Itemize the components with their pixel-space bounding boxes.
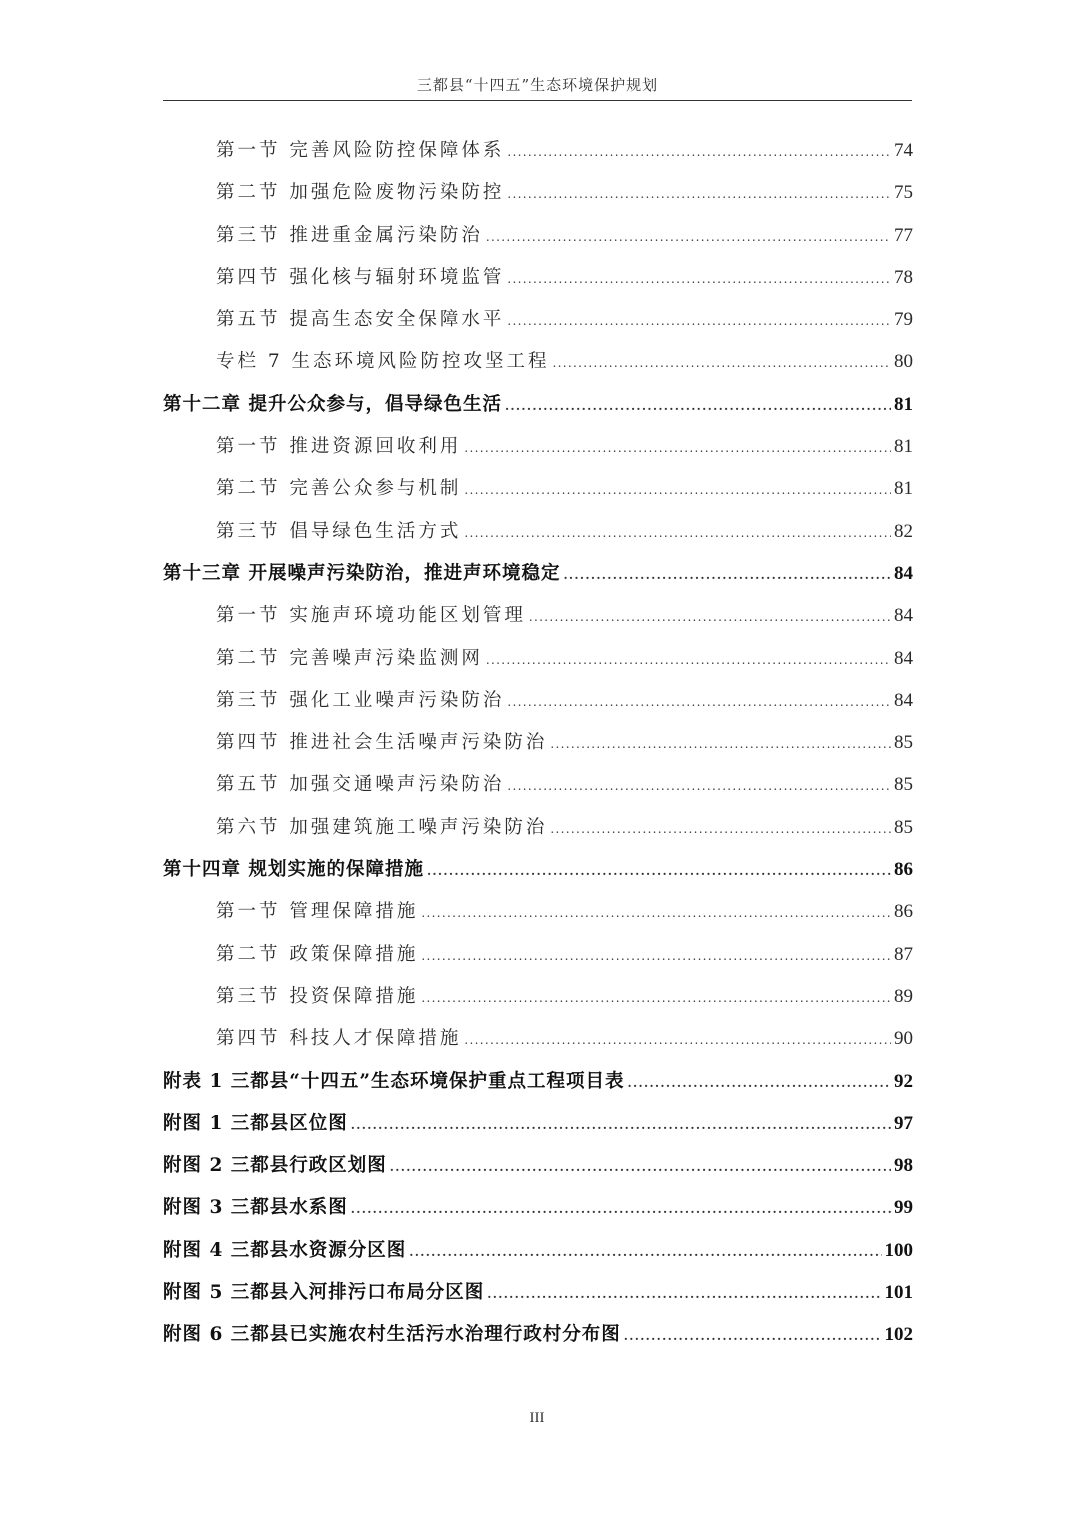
page-number: III	[529, 1410, 545, 1426]
toc-entry-page: 81	[894, 478, 913, 500]
toc-section-entry[interactable]	[163, 341, 913, 383]
toc-section-entry[interactable]	[163, 215, 913, 257]
toc-entry-title: 第一节 管理保障措施	[216, 901, 419, 923]
toc-dot-leader	[550, 723, 891, 765]
toc-dot-leader	[550, 808, 891, 850]
toc-entry-page: 92	[894, 1070, 913, 1092]
toc-chapter-entry[interactable]	[163, 1314, 913, 1356]
toc-entry-title: 附图 4 三都县水资源分区图	[163, 1239, 407, 1261]
page-header	[163, 70, 912, 101]
toc-entry-title: 第二节 政策保障措施	[216, 943, 419, 965]
toc-entry-page: 74	[894, 140, 913, 161]
toc-entry-title: 第五节 加强交通噪声污染防治	[216, 774, 505, 796]
toc-entry-page: 84	[894, 647, 913, 669]
toc-entry-page: 85	[894, 816, 913, 838]
toc-entry-page: 75	[894, 182, 913, 204]
toc-entry-page: 87	[894, 943, 913, 965]
toc-section-entry[interactable]	[163, 257, 913, 299]
toc-dot-leader	[464, 469, 891, 511]
toc-dot-leader	[507, 765, 891, 807]
toc-dot-leader	[487, 1273, 881, 1315]
toc-entry-title: 附图 1 三都县区位图	[163, 1112, 348, 1134]
toc-entry-page: 100	[884, 1239, 913, 1261]
toc-dot-leader	[507, 681, 891, 723]
toc-section-entry[interactable]	[163, 172, 913, 214]
toc-section-entry[interactable]	[163, 468, 913, 510]
toc-chapter-entry[interactable]	[163, 1187, 913, 1229]
toc-dot-leader	[421, 892, 891, 934]
toc-dot-leader	[486, 639, 891, 681]
toc-entry-title: 第六节 加强建筑施工噪声污染防治	[216, 816, 548, 838]
toc-entry-page: 99	[894, 1197, 913, 1219]
toc-section-entry[interactable]	[163, 976, 913, 1018]
toc-dot-leader	[486, 216, 891, 258]
toc-entry-title: 第二节 完善公众参与机制	[216, 478, 462, 500]
toc-dot-leader	[421, 977, 891, 1019]
toc-entry-page: 98	[894, 1155, 913, 1177]
toc-section-entry[interactable]	[163, 722, 913, 764]
toc-entry-page: 86	[894, 859, 913, 881]
table-of-contents	[163, 130, 913, 1357]
toc-dot-leader	[628, 1062, 891, 1104]
toc-chapter-entry[interactable]	[163, 849, 913, 891]
toc-entry-page: 85	[894, 732, 913, 754]
toc-section-entry[interactable]	[163, 426, 913, 468]
toc-chapter-entry[interactable]	[163, 553, 913, 595]
toc-dot-leader	[464, 427, 891, 469]
toc-entry-title: 第三节 投资保障措施	[216, 985, 419, 1007]
toc-section-entry[interactable]	[163, 1018, 913, 1060]
toc-entry-title: 第三节 倡导绿色生活方式	[216, 520, 462, 542]
toc-entry-title: 附图 3 三都县水系图	[163, 1197, 348, 1219]
toc-dot-leader	[464, 1019, 891, 1061]
toc-dot-leader	[563, 554, 891, 596]
toc-dot-leader	[507, 131, 891, 173]
toc-entry-title: 附表 1 三都县“十四五”生态环境保护重点工程项目表	[163, 1070, 625, 1092]
toc-entry-title: 第五节 提高生态安全保障水平	[216, 309, 505, 331]
toc-section-entry[interactable]	[163, 764, 913, 806]
toc-dot-leader	[529, 596, 891, 638]
toc-entry-page: 80	[894, 351, 913, 373]
header-title: 三都县“十四五”生态环境保护规划	[416, 76, 659, 94]
toc-dot-leader	[507, 300, 891, 342]
toc-entry-page: 81	[894, 393, 913, 415]
toc-entry-page: 84	[894, 605, 913, 627]
toc-section-entry[interactable]	[163, 680, 913, 722]
toc-dot-leader	[351, 1188, 891, 1230]
toc-section-entry[interactable]	[163, 891, 913, 933]
toc-chapter-entry[interactable]	[163, 1272, 913, 1314]
toc-dot-leader	[421, 935, 891, 977]
toc-entry-page: 84	[894, 689, 913, 711]
toc-entry-title: 第十四章 规划实施的保障措施	[163, 859, 424, 881]
toc-entry-title: 第十三章 开展噪声污染防治，推进声环境稳定	[163, 562, 561, 584]
toc-dot-leader	[409, 1231, 881, 1273]
toc-dot-leader	[507, 258, 891, 300]
toc-entry-title: 第一节 实施声环境功能区划管理	[216, 605, 526, 627]
toc-section-entry[interactable]	[163, 807, 913, 849]
toc-entry-title: 附图 6 三都县已实施农村生活污水治理行政村分布图	[163, 1324, 621, 1346]
toc-section-entry[interactable]	[163, 638, 913, 680]
toc-entry-page: 101	[884, 1282, 913, 1304]
toc-dot-leader	[505, 385, 891, 427]
toc-entry-page: 77	[894, 224, 913, 246]
toc-entry-title: 第一节 完善风险防控保障体系	[216, 140, 505, 161]
toc-chapter-entry[interactable]	[163, 1061, 913, 1103]
toc-section-entry[interactable]	[163, 595, 913, 637]
toc-entry-page: 84	[894, 562, 913, 584]
toc-entry-page: 82	[894, 520, 913, 542]
toc-section-entry[interactable]	[163, 934, 913, 976]
toc-section-entry[interactable]	[163, 299, 913, 341]
toc-chapter-entry[interactable]	[163, 1103, 913, 1145]
toc-entry-title: 第一节 推进资源回收利用	[216, 436, 462, 458]
toc-entry-title: 第三节 强化工业噪声污染防治	[216, 689, 505, 711]
toc-entry-title: 第三节 推进重金属污染防治	[216, 224, 483, 246]
toc-entry-page: 97	[894, 1112, 913, 1134]
toc-entry-page: 102	[884, 1324, 913, 1346]
toc-entry-title: 专栏 7 生态环境风险防控攻坚工程	[216, 351, 550, 373]
toc-section-entry[interactable]	[163, 130, 913, 172]
toc-entry-title: 附图 5 三都县入河排污口布局分区图	[163, 1282, 485, 1304]
toc-entry-page: 86	[894, 901, 913, 923]
toc-entry-page: 85	[894, 774, 913, 796]
toc-dot-leader	[351, 1104, 891, 1146]
toc-section-entry[interactable]	[163, 511, 913, 553]
toc-entry-page: 79	[894, 309, 913, 331]
toc-chapter-entry[interactable]	[163, 1230, 913, 1272]
toc-entry-page: 78	[894, 266, 913, 288]
toc-entry-title: 第二节 加强危险废物污染防控	[216, 182, 505, 204]
toc-dot-leader	[553, 342, 891, 384]
toc-entry-title: 第四节 强化核与辐射环境监管	[216, 266, 505, 288]
toc-dot-leader	[464, 512, 891, 554]
toc-entry-title: 第二节 完善噪声污染监测网	[216, 647, 483, 669]
toc-dot-leader	[390, 1146, 891, 1188]
toc-entry-title: 第四节 推进社会生活噪声污染防治	[216, 732, 548, 754]
toc-dot-leader	[427, 850, 891, 892]
toc-entry-title: 第四节 科技人才保障措施	[216, 1028, 462, 1050]
toc-entry-page: 81	[894, 436, 913, 458]
toc-dot-leader	[507, 173, 891, 215]
toc-entry-title: 第十二章 提升公众参与，倡导绿色生活	[163, 393, 502, 415]
toc-dot-leader	[624, 1315, 882, 1357]
toc-entry-page: 90	[894, 1028, 913, 1050]
toc-entry-title: 附图 2 三都县行政区划图	[163, 1155, 387, 1177]
toc-entry-page: 89	[894, 985, 913, 1007]
toc-chapter-entry[interactable]	[163, 384, 913, 426]
toc-chapter-entry[interactable]	[163, 1145, 913, 1187]
